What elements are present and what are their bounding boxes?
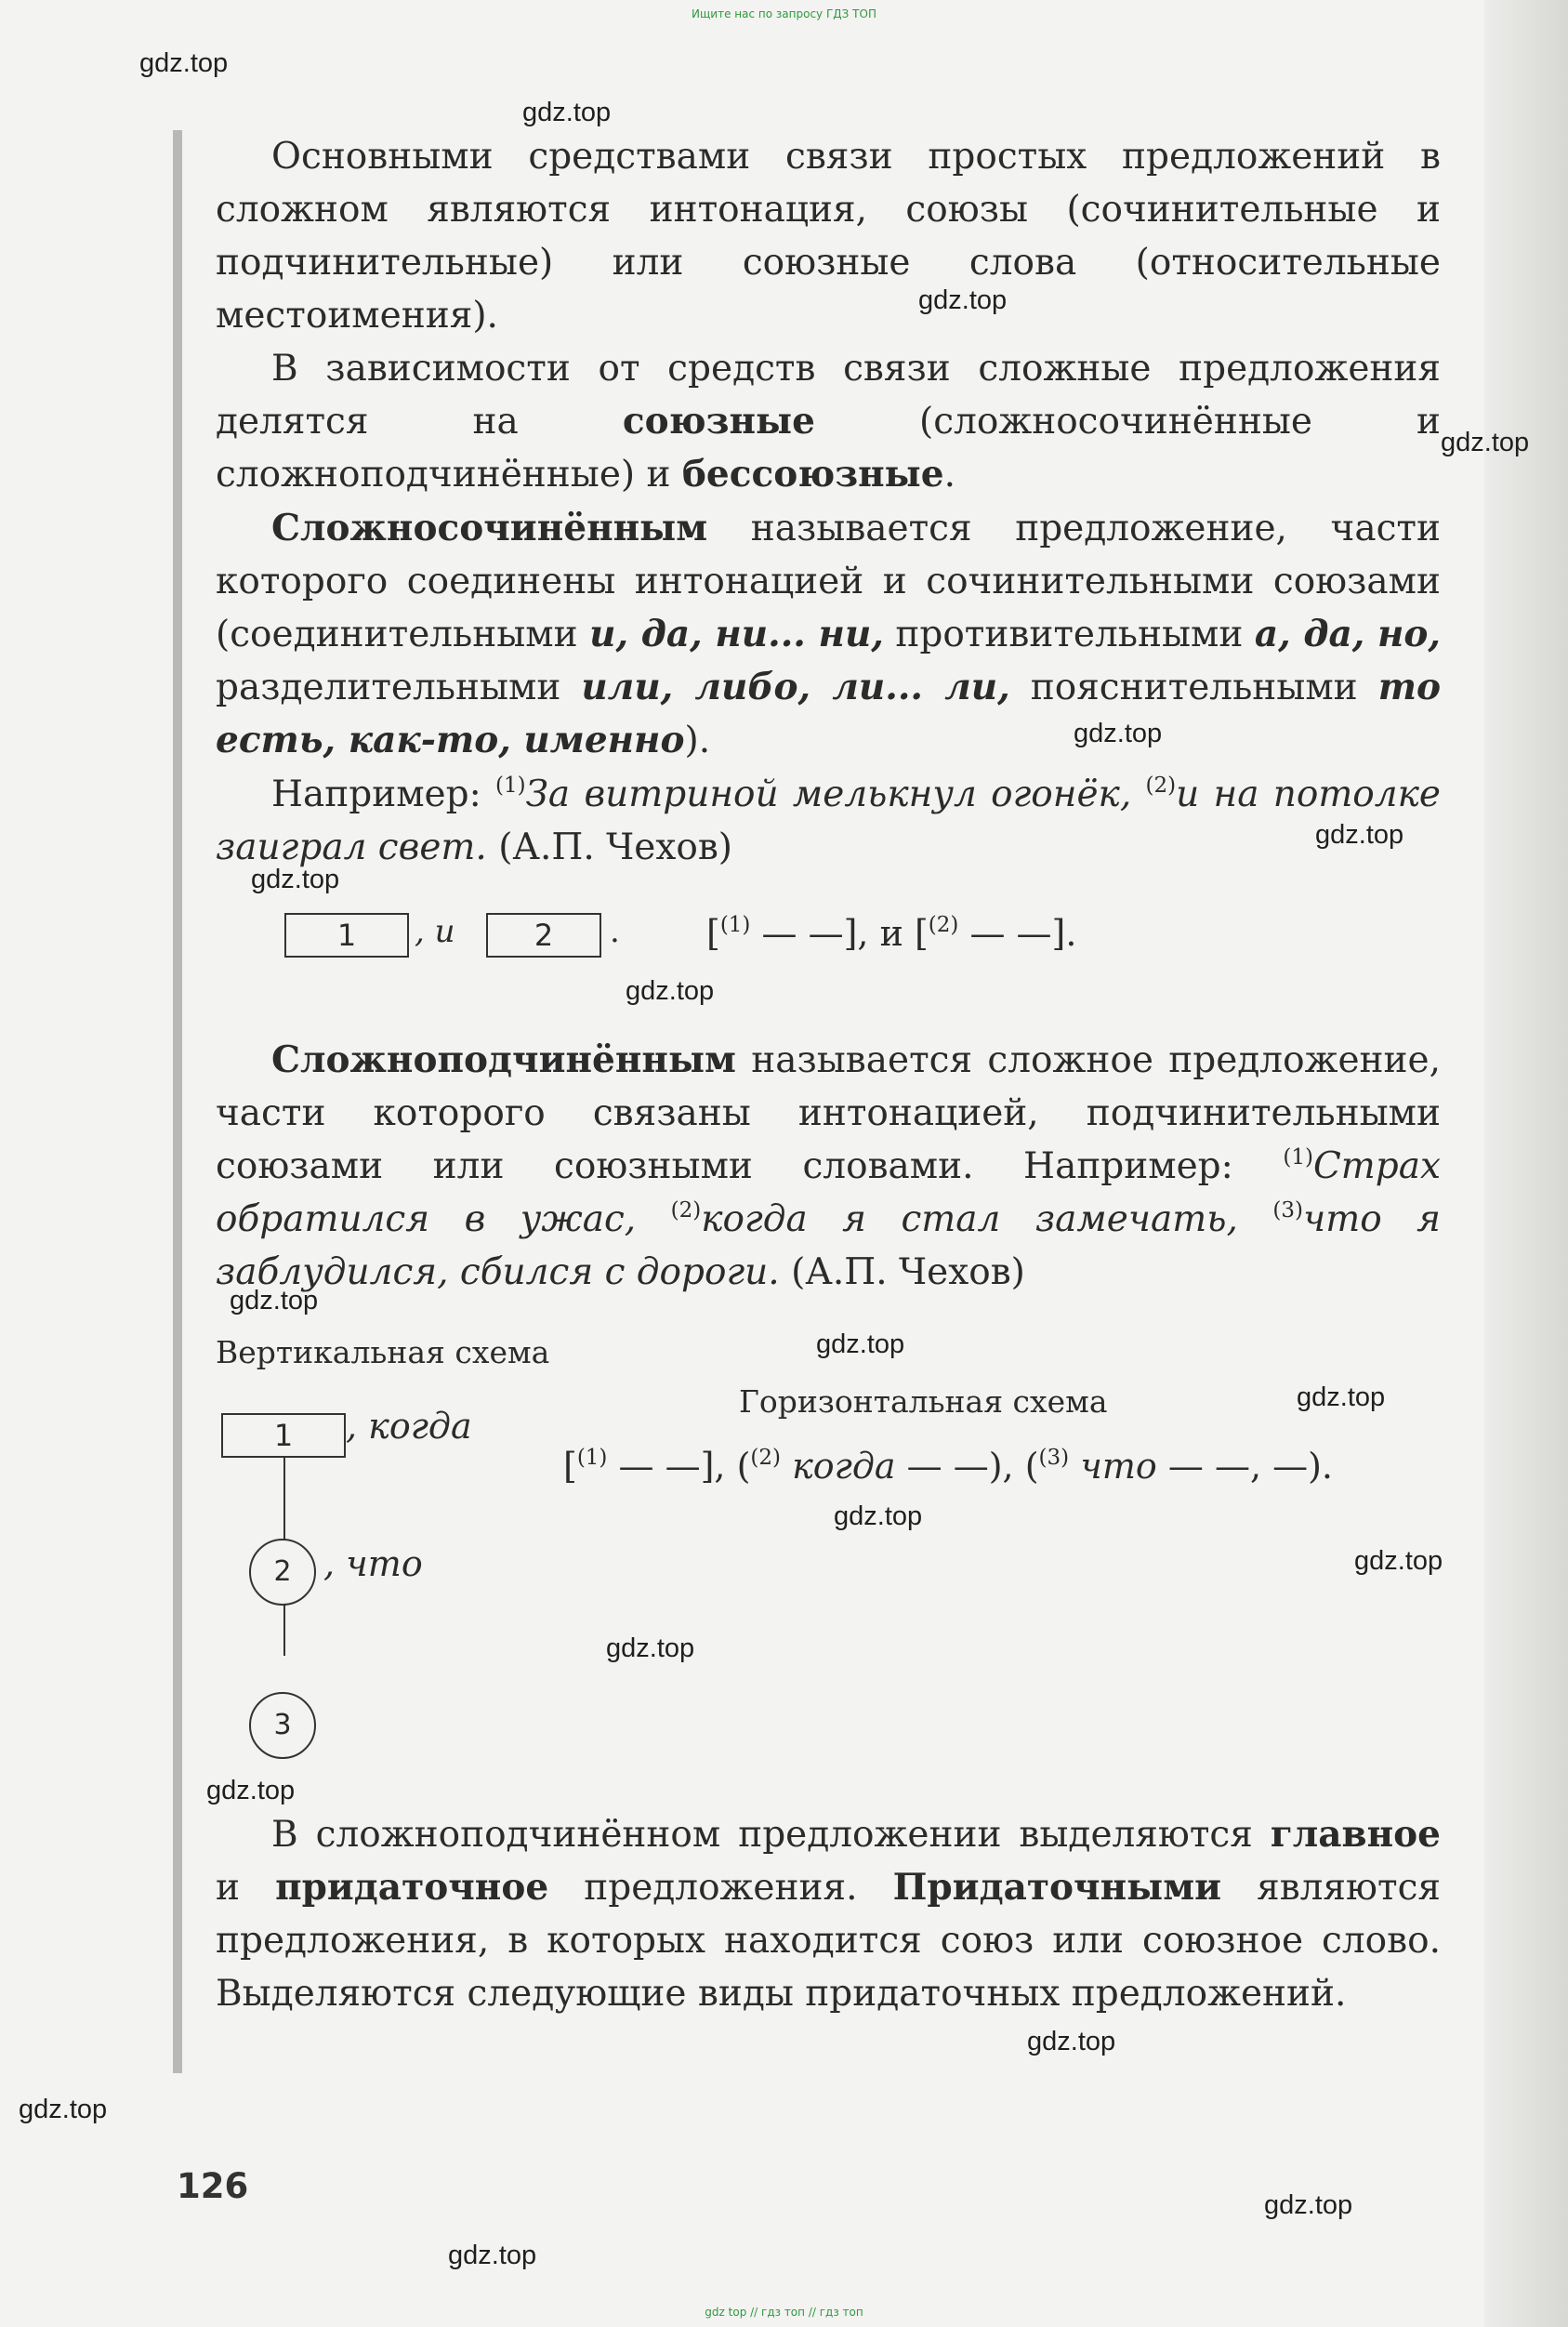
scheme-dot: . [610, 913, 620, 950]
watermark: gdz.top [626, 976, 715, 1006]
watermark: gdz.top [251, 865, 340, 894]
bottom-banner: gdz top // гдз топ // гдз топ [705, 2306, 863, 2319]
watermark: gdz.top [816, 1329, 905, 1359]
paragraph-compound-definition: Сложносочинённым называется предложение, части которого соединены интонацией и сочинительными союзами (соединительными и, да, ни... ни, противительными а, да, но, разделительными или, либо, ли... ли, пояснительными то есть, как-то, именно). [216, 507, 1441, 761]
watermark: gdz.top [448, 2241, 537, 2270]
watermark: gdz.top [1297, 1382, 1386, 1412]
vertical-circle-3: 3 [249, 1692, 316, 1759]
scheme-box-1: 1 [284, 913, 409, 958]
vertical-what-label: , что [323, 1543, 423, 1584]
page-number: 126 [177, 2166, 249, 2206]
watermark: gdz.top [522, 98, 612, 127]
watermark: gdz.top [19, 2095, 108, 2124]
scheme-formula-compound: [$^{(1)}$ — —], и [$^{(2)}$ — —]. [706, 913, 1077, 954]
horizontal-scheme-formula: [$^{(1)}$ — —], ($^{(2)}$ когда — —), ($^{(3)}$ что — —, —). [563, 1446, 1334, 1487]
watermark: gdz.top [1354, 1546, 1443, 1576]
watermark: gdz.top [230, 1286, 319, 1316]
watermark: gdz.top [918, 285, 1008, 315]
watermark: gdz.top [1027, 2027, 1116, 2056]
page-edge-shadow [1484, 0, 1568, 2327]
paragraph-classification: В зависимости от средств связи сложные предложения делятся на союзные (сложносочинённые и сложноподчинённые) и бессоюзные. [216, 348, 1441, 496]
example-compound: Например: $^{(1)}$За витриной мелькнул огонёк, $^{(2)}$и на потолке заиграл свет. (А.П. Чехов) [216, 773, 1441, 868]
vertical-circle-2: 2 [249, 1539, 316, 1606]
watermark: gdz.top [606, 1633, 695, 1663]
watermark: gdz.top [1441, 428, 1530, 457]
vertical-when-label: , когда [346, 1406, 472, 1447]
top-banner: Ищите нас по запросу ГДЗ ТОП [692, 7, 876, 20]
vertical-box-1: 1 [221, 1413, 346, 1458]
paragraph-main-and-subordinate: В сложноподчинённом предложении выделяются главное и придаточное предложения. Придаточными являются предложения, в которых находится союз или союзное слово. Выделяются следующие виды придаточных предложений. [216, 1813, 1442, 2015]
scheme-box-2: 2 [486, 913, 601, 958]
watermark: gdz.top [1315, 820, 1404, 850]
paragraph-complex-definition: Сложноподчинённым называется сложное предложение, части которого связаны интонацией, подчинительными союзами или союзными словами. Например: $^{(1)}$Страх обратился в ужас, $^{(2)}$когда я стал замечать, $^{(3)}$что я заблудился, сбился с дороги. (А.П. Чехов) [216, 1038, 1441, 1293]
margin-bar [173, 130, 182, 2073]
horizontal-scheme-title: Горизонтальная схема [739, 1383, 1108, 1420]
watermark: gdz.top [139, 48, 229, 78]
scheme-conjunction-and: , и [415, 913, 455, 950]
watermark: gdz.top [206, 1776, 296, 1805]
vertical-scheme-title: Вертикальная схема [216, 1334, 550, 1370]
watermark: gdz.top [834, 1501, 923, 1531]
watermark: gdz.top [1264, 2190, 1353, 2220]
watermark: gdz.top [1074, 719, 1163, 748]
paragraph-means-of-connection: Основными средствами связи простых предложений в сложном являются интонация, союзы (сочинительные и подчинительные) или союзные слова (относительные местоимения). [216, 136, 1441, 337]
